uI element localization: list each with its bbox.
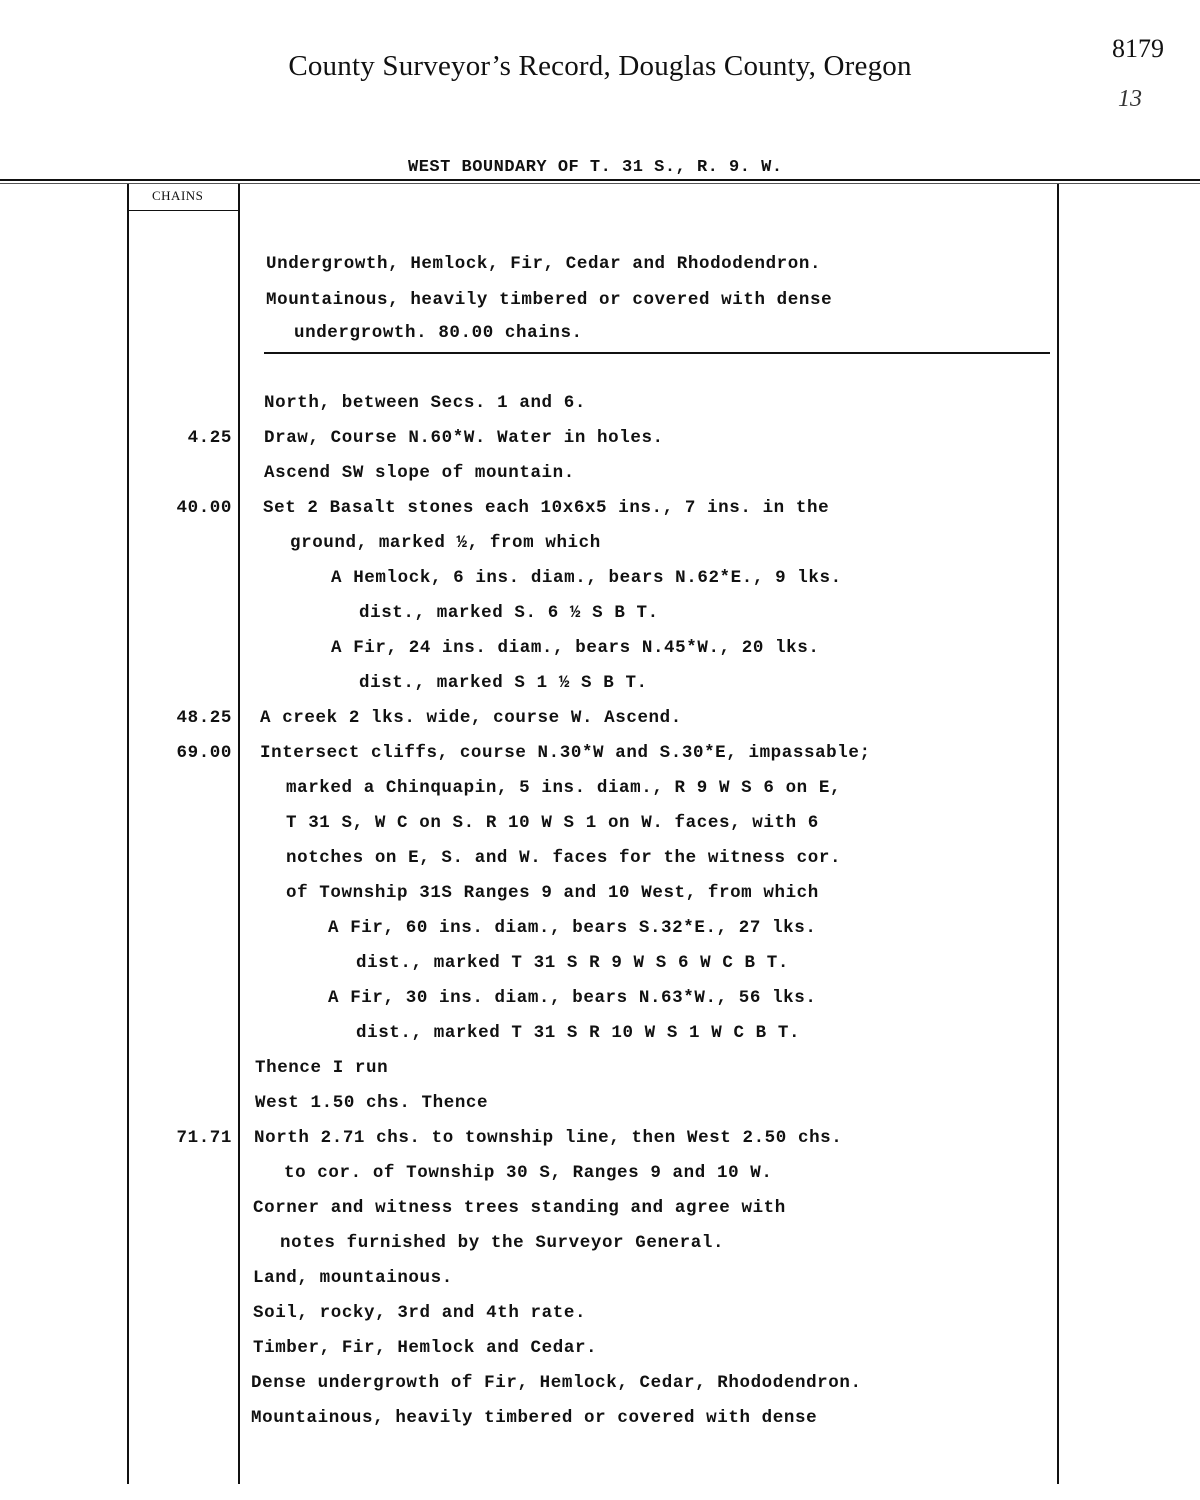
record-line: Land, mountainous. [253, 1268, 453, 1288]
record-line: Set 2 Basalt stones each 10x6x5 ins., 7 ins. in the [263, 498, 830, 518]
record-line: undergrowth. 80.00 chains. [294, 323, 583, 343]
record-line: Ascend SW slope of mountain. [264, 463, 575, 483]
section-separator [264, 352, 1050, 354]
record-line: marked a Chinquapin, 5 ins. diam., R 9 W S 6 on E, [286, 778, 842, 798]
chains-header-rule [127, 210, 240, 211]
record-line: North, between Secs. 1 and 6. [264, 393, 586, 413]
record-line: Thence I run [255, 1058, 389, 1078]
record-line: dist., marked T 31 S R 10 W S 1 W C B T. [356, 1023, 801, 1043]
record-line: to cor. of Township 30 S, Ranges 9 and 10 W. [284, 1163, 773, 1183]
right-border [1057, 184, 1059, 1484]
record-line: A Fir, 30 ins. diam., bears N.63*W., 56 lks. [328, 988, 817, 1008]
record-line: ground, marked ½, from which [290, 533, 601, 553]
chains-column-header: CHAINS [152, 188, 204, 203]
record-line: A Hemlock, 6 ins. diam., bears N.62*E., 9 lks. [331, 568, 842, 588]
record-line: notes furnished by the Surveyor General. [280, 1233, 725, 1253]
record-line: Corner and witness trees standing and agree with [253, 1198, 786, 1218]
record-line: Timber, Fir, Hemlock and Cedar. [253, 1338, 598, 1358]
record-line: A Fir, 60 ins. diam., bears S.32*E., 27 lks. [328, 918, 817, 938]
chain-value: 48.25 [176, 708, 232, 728]
top-rule-secondary [0, 183, 1200, 184]
left-border [127, 184, 129, 1484]
record-line: North 2.71 chs. to township line, then West 2.50 chs. [254, 1128, 843, 1148]
record-line: of Township 31S Ranges 9 and 10 West, from which [286, 883, 819, 903]
record-line: dist., marked S. 6 ½ S B T. [359, 603, 659, 623]
record-line: Dense undergrowth of Fir, Hemlock, Cedar, Rhododendron. [251, 1373, 862, 1393]
section-heading: WEST BOUNDARY OF T. 31 S., R. 9. W. [408, 158, 783, 177]
handwritten-mark: 13 [1118, 86, 1142, 112]
record-line: dist., marked T 31 S R 9 W S 6 W C B T. [356, 953, 789, 973]
record-line: A Fir, 24 ins. diam., bears N.45*W., 20 lks. [331, 638, 820, 658]
record-line: Undergrowth, Hemlock, Fir, Cedar and Rhododendron. [266, 254, 822, 274]
chains-column-divider [238, 184, 240, 1484]
record-line: dist., marked S 1 ½ S B T. [359, 673, 648, 693]
chain-value: 4.25 [187, 428, 232, 448]
record-line: T 31 S, W C on S. R 10 W S 1 on W. faces, with 6 [286, 813, 819, 833]
record-line: Soil, rocky, 3rd and 4th rate. [253, 1303, 587, 1323]
page-title: County Surveyor’s Record, Douglas County, Oregon [288, 50, 912, 82]
top-rule [0, 179, 1200, 181]
record-line: Mountainous, heavily timbered or covered with dense [251, 1408, 818, 1428]
record-line: Draw, Course N.60*W. Water in holes. [264, 428, 664, 448]
record-line: Mountainous, heavily timbered or covered with dense [266, 290, 833, 310]
page-number: 8179 [1112, 34, 1164, 63]
record-line: West 1.50 chs. Thence [255, 1093, 489, 1113]
chain-value: 69.00 [176, 743, 232, 763]
record-line: Intersect cliffs, course N.30*W and S.30*E, impassable; [260, 743, 871, 763]
record-line: A creek 2 lks. wide, course W. Ascend. [260, 708, 682, 728]
chain-value: 40.00 [176, 498, 232, 518]
record-line: notches on E, S. and W. faces for the witness cor. [286, 848, 842, 868]
chain-value: 71.71 [176, 1128, 232, 1148]
